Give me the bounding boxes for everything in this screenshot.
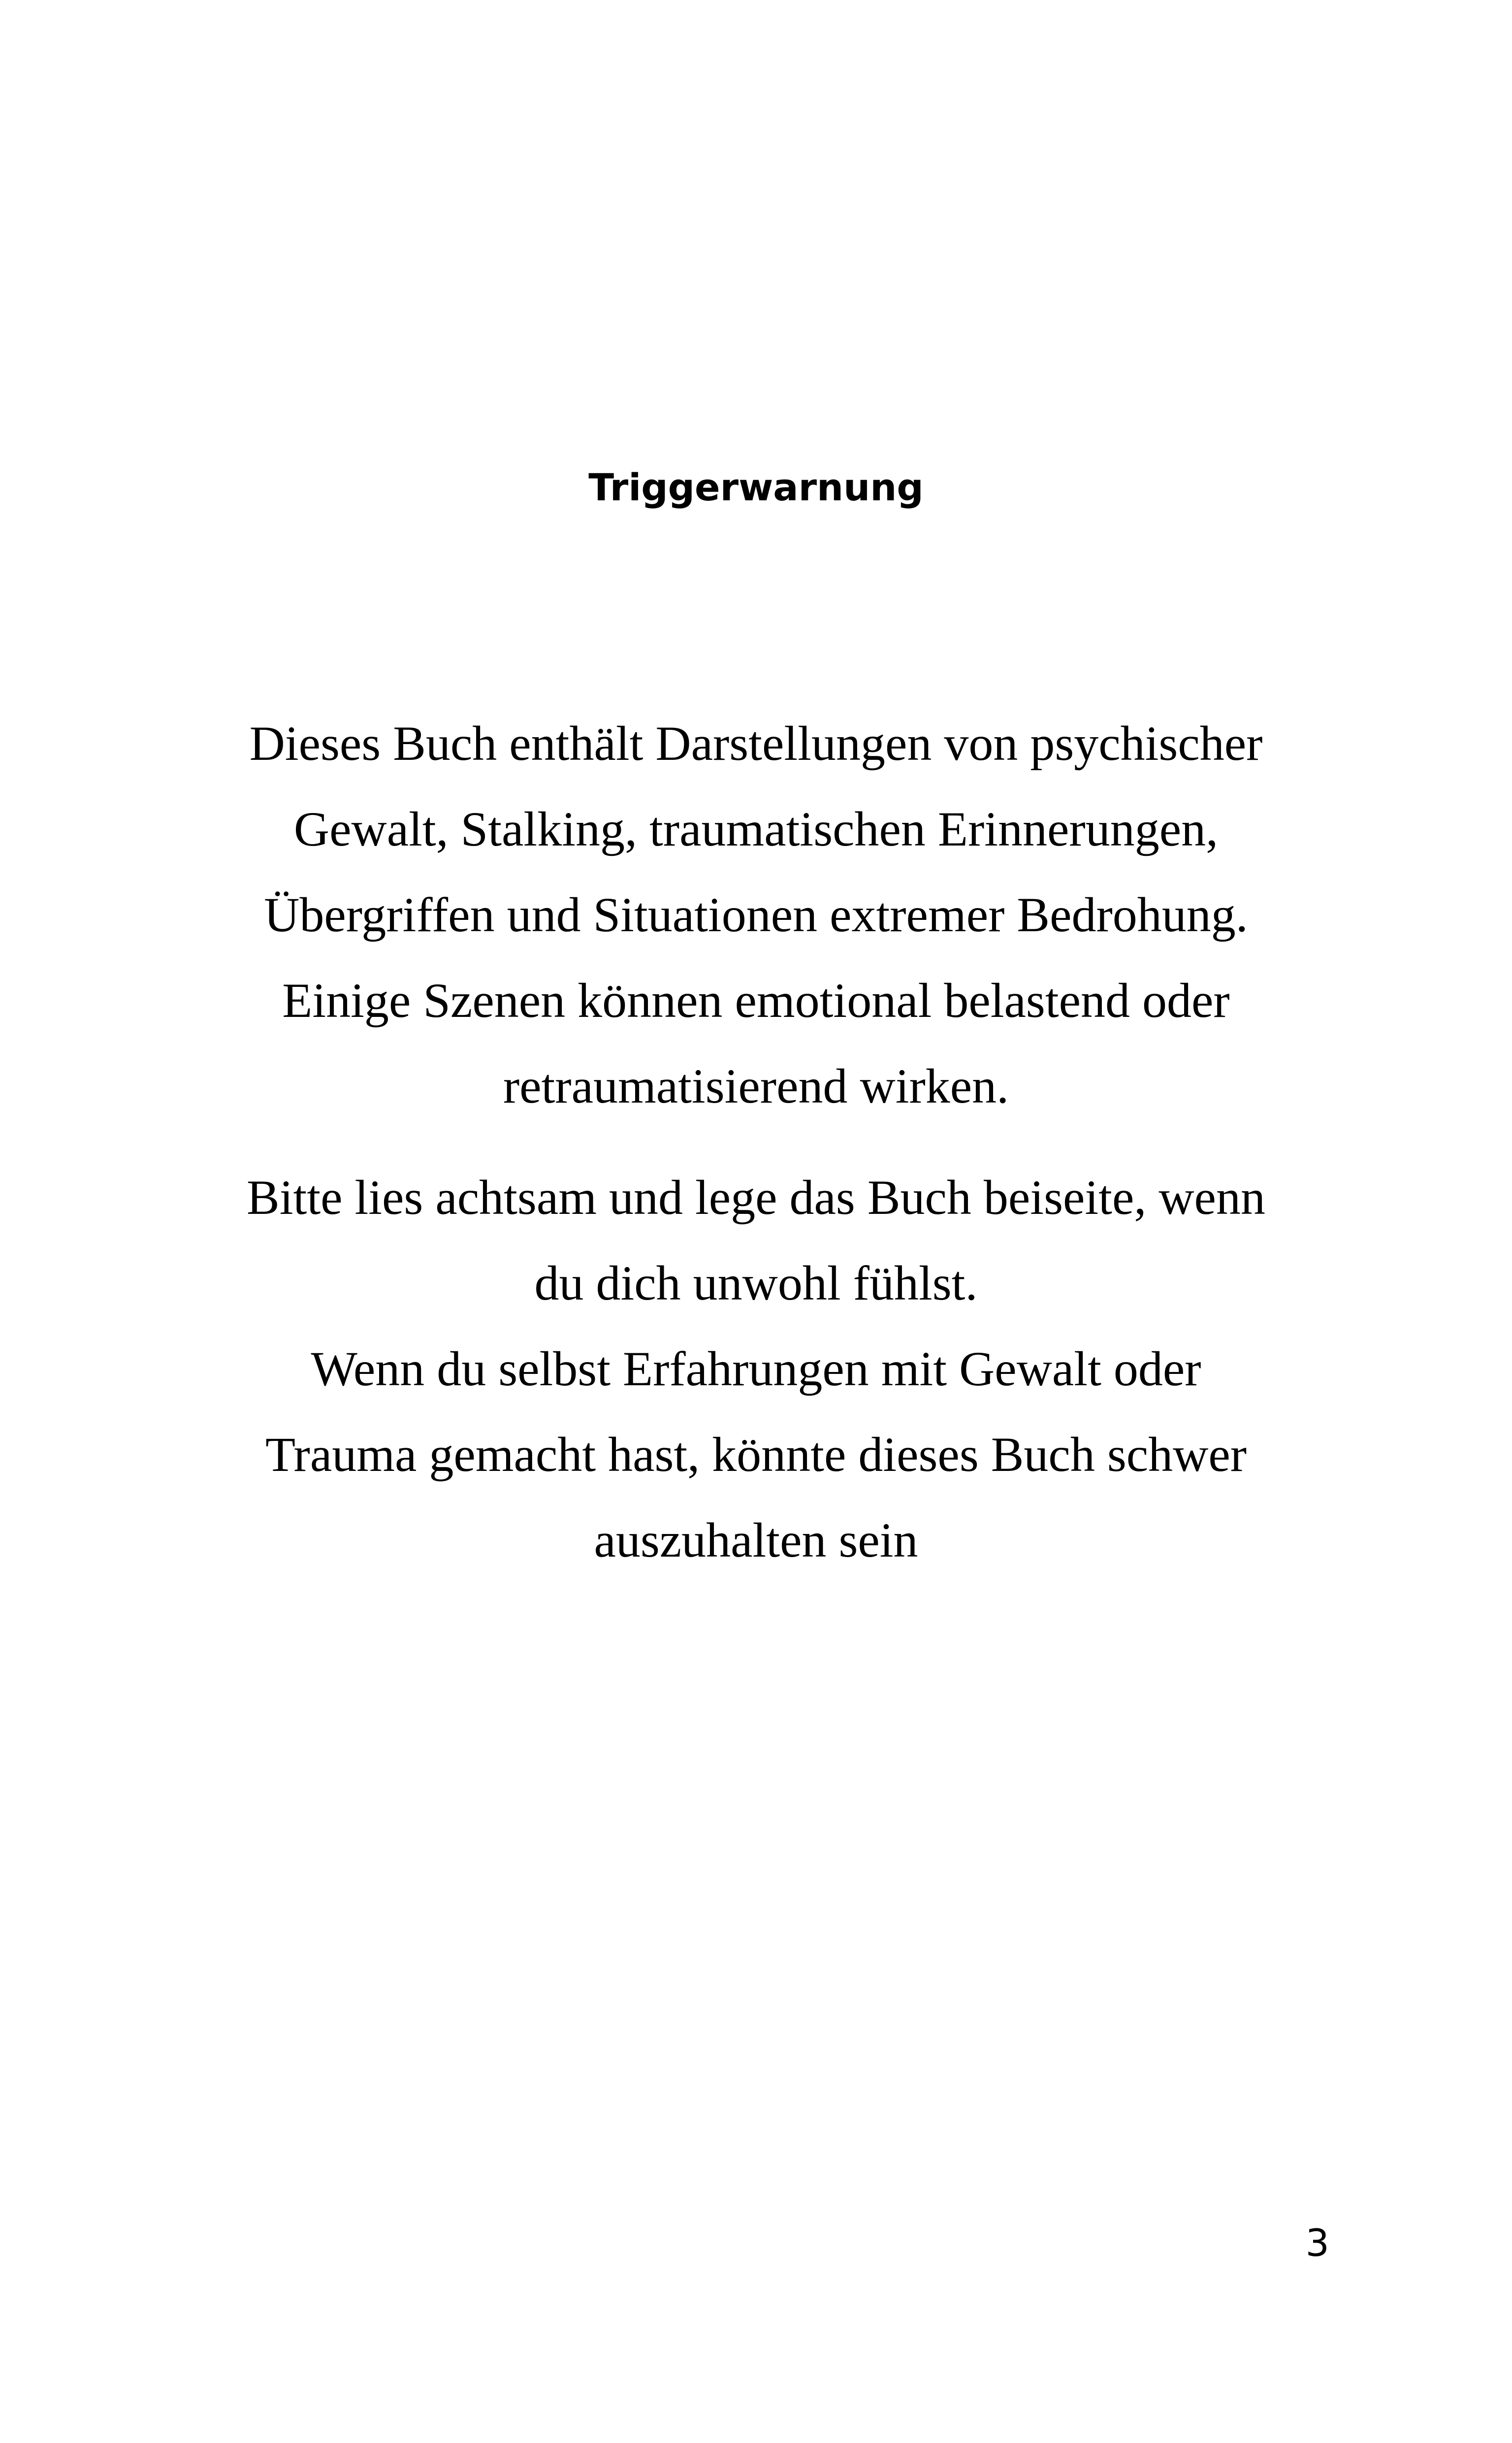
paragraph-2-line-1: Bitte lies achtsam und lege das Buch beiseite, wenn [247,1170,1265,1225]
paragraph-1-line-3: Übergriffen und Situationen extremer Bedrohung. [264,887,1248,942]
page-number: 3 [1305,2221,1329,2265]
paragraph-3-line-3: auszuhalten sein [594,1513,918,1567]
paragraph-3-line-2: Trauma gemacht hast, könnte dieses Buch schwer [265,1427,1247,1482]
paragraph-2-line-2: du dich unwohl fühlst. [534,1256,978,1310]
paragraph-1-line-5: retraumatisierend wirken. [503,1059,1009,1113]
page-title: Triggerwarnung [588,465,924,509]
paragraph-1-line-1: Dieses Buch enthält Darstellungen von psychischer [249,716,1263,771]
paragraph-1-line-4: Einige Szenen können emotional belastend oder [282,973,1230,1028]
paragraph-1-line-2: Gewalt, Stalking, traumatischen Erinnerungen, [293,802,1219,856]
paragraph-3-line-1: Wenn du selbst Erfahrungen mit Gewalt oder [311,1341,1201,1396]
